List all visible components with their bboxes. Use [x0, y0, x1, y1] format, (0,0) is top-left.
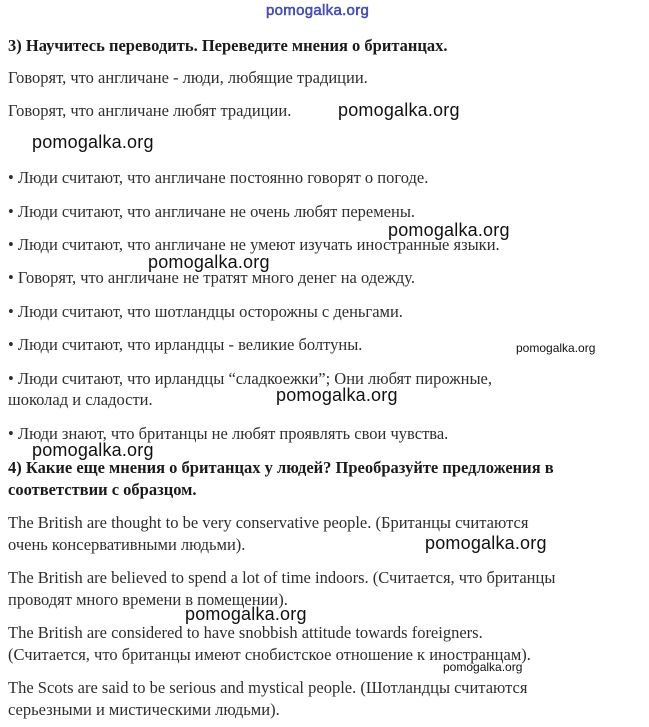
section-4-heading: 4) Какие еще мнения о британцах у людей? Преобразуйте предложения в: [8, 458, 554, 477]
text-line: проводят много времени в помещении).: [8, 590, 288, 609]
watermark-small: pomogalka.org: [516, 341, 596, 355]
watermark-top: pomogalka.org: [266, 2, 370, 19]
text-line: очень консервативными людьми).: [8, 535, 246, 554]
list-item: • Люди считают, что ирландцы - великие болтуны.: [8, 335, 363, 354]
text-line: The British are considered to have snobbish attitude towards foreigners.: [8, 623, 483, 642]
list-item: • Люди считают, что англичане не очень любят перемены.: [8, 202, 416, 221]
example-line-1: Говорят, что англичане - люди, любящие традиции.: [8, 68, 368, 87]
list-item-continuation: шоколад и сладости.: [8, 390, 153, 409]
watermark: pomogalka.org: [185, 604, 307, 624]
watermark: pomogalka.org: [425, 533, 547, 553]
text-line: (Считается, что британцы имеют снобистское отношение к иностранцам).: [8, 645, 531, 664]
text-line: The Scots are said to be serious and mystical people. (Шотландцы считаются: [8, 678, 528, 697]
example-line-2: Говорят, что англичане любят традиции.: [8, 101, 292, 120]
section-3-heading: 3) Научитесь переводить. Переведите мнения о британцах.: [8, 36, 448, 55]
list-item: • Люди считают, что англичане не умеют изучать иностранные языки.: [8, 235, 500, 254]
watermark: pomogalka.org: [32, 440, 154, 460]
list-item: • Люди считают, что шотландцы осторожны с деньгами.: [8, 302, 403, 321]
watermark: pomogalka.org: [32, 132, 154, 152]
text-line: The British are believed to spend a lot of time indoors. (Считается, что британцы: [8, 568, 556, 587]
list-item: • Люди считают, что ирландцы “сладкоежки”; Они любят пирожные,: [8, 369, 492, 388]
watermark: pomogalka.org: [388, 220, 510, 240]
list-item: • Люди знают, что британцы не любят проявлять свои чувства.: [8, 424, 449, 443]
list-item: • Говорят, что англичане не тратят много денег на одежду.: [8, 268, 416, 287]
text-line: The British are thought to be very conservative people. (Британцы считаются: [8, 513, 529, 532]
list-item: • Люди считают, что англичане постоянно говорят о погоде.: [8, 168, 429, 187]
watermark: pomogalka.org: [338, 100, 460, 120]
watermark: pomogalka.org: [148, 252, 270, 272]
section-4-heading-cont: соответствии с образцом.: [8, 480, 197, 499]
text-line: серьезными и мистическими людьми).: [8, 700, 280, 719]
watermark-small: pomogalka.org: [443, 660, 523, 674]
watermark: pomogalka.org: [276, 385, 398, 405]
